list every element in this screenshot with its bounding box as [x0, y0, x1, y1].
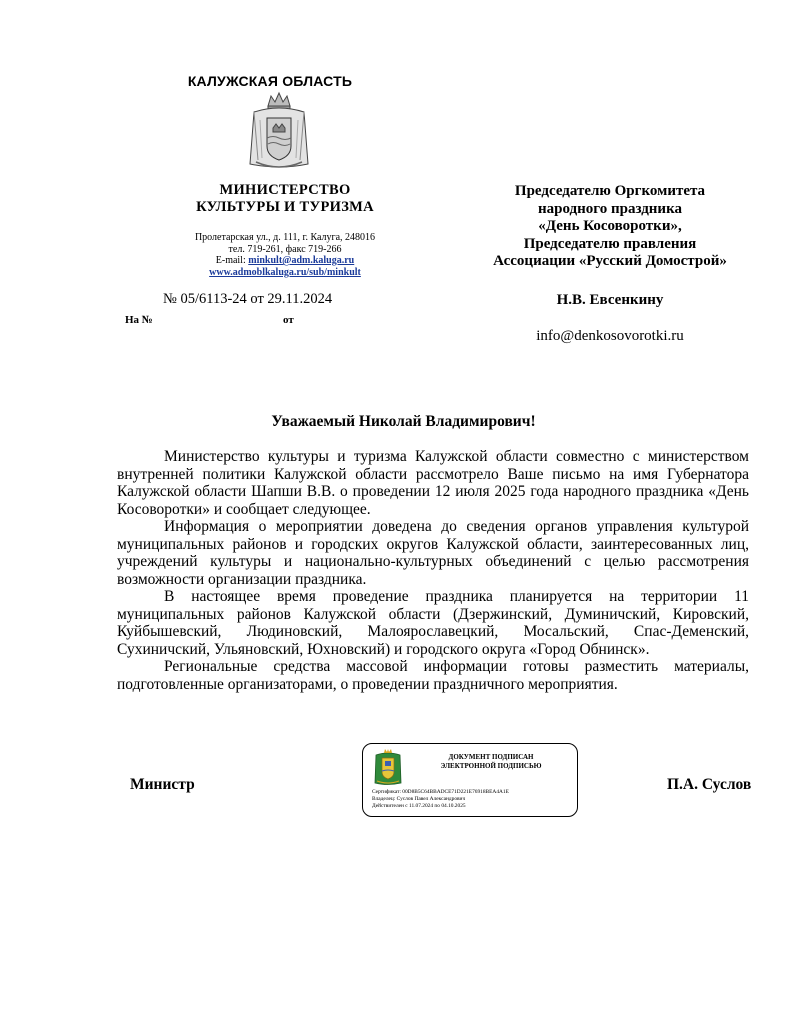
outgoing-number: № 05/6113-24 от 29.11.2024	[163, 291, 333, 307]
addressee-line: Председателю Оргкомитета	[514, 183, 706, 199]
addressee-name: Н.В. Евсенкину	[556, 292, 664, 308]
addressee-line: Ассоциации «Русский Домострой»	[493, 253, 727, 269]
paragraph: Региональные средства массовой информации готовы разместить материалы, подготовленные организаторами, о проведении праздничного мероприятия.	[117, 658, 749, 693]
electronic-signature-stamp	[362, 743, 578, 817]
stamp-owner: Владелец: Суслов Павел Александрович	[372, 796, 466, 802]
addressee-line: Председателю правления	[523, 235, 697, 252]
region-title: КАЛУЖСКАЯ ОБЛАСТЬ	[187, 73, 353, 89]
salutation: Уважаемый Николай Владимирович!	[271, 413, 536, 430]
addressee-block	[465, 183, 755, 271]
paragraph: В настоящее время проведение праздника планируется на территории 11 муниципальных районов Калужской области (Дзержинский, Думиничский, Кировский, Куйбышевский, Людиновский, Малоярославецкий, Мосальский, Спас-Деменский, Сухиничский, Ульяновский, Юхновский) и городского округа «Город Обнинск».	[117, 588, 749, 658]
signatory-title: Министр	[130, 776, 195, 793]
ministry-line1: МИНИСТЕРСТВО	[219, 182, 351, 198]
ministry-contacts	[150, 232, 420, 278]
kaluga-region-emblem-icon	[373, 749, 403, 786]
stamp-certificate: Сертификат: 00D8B5C64BBADCE71D221E76918BEA4A1E	[372, 789, 509, 795]
stamp-validity: Действителен с 11.07.2024 по 04.10.2025	[372, 803, 466, 809]
letter-body	[117, 448, 749, 693]
paragraph: Информация о мероприятии доведена до сведения органов управления культурой муниципальных районов и городских округов Калужской области, заинтересованных лиц, учреждений культуры и национально-культурных объединений с целью рассмотрения возможности организации праздника.	[117, 518, 749, 588]
incoming-number-label: На №	[125, 314, 153, 326]
addressee-line: «День Косоворотки»,	[538, 218, 682, 234]
ministry-website-link[interactable]: www.admoblkaluga.ru/sub/minkult	[209, 266, 361, 278]
stamp-heading-line: ДОКУМЕНТ ПОДПИСАН	[448, 753, 534, 761]
stamp-heading-line: ЭЛЕКТРОННОЙ ПОДПИСЬЮ	[440, 762, 542, 770]
ministry-address: Пролетарская ул., д. 111, г. Калуга, 248016	[194, 232, 376, 243]
ministry-name	[150, 182, 420, 216]
addressee-email[interactable]: info@denkosovorotki.ru	[536, 328, 684, 344]
incoming-date-label: от	[283, 314, 294, 326]
stamp-heading	[411, 753, 571, 771]
kaluga-coat-of-arms-icon	[246, 90, 312, 170]
signatory-name: П.А. Суслов	[667, 776, 752, 793]
ministry-phone: тел. 719-261, факс 719-266	[228, 243, 342, 255]
email-label: E-mail:	[215, 255, 249, 266]
ministry-line2: КУЛЬТУРЫ И ТУРИЗМА	[196, 199, 374, 215]
addressee-line: народного праздника	[537, 200, 682, 217]
ministry-email-link[interactable]: minkult@adm.kaluga.ru	[248, 255, 355, 266]
ministry-email-row	[150, 255, 420, 267]
paragraph: Министерство культуры и туризма Калужской области совместно с министерством внутренней политики Калужской области рассмотрело Ваше письмо на имя Губернатора Калужской области Шапши В.В. о проведении 12 июля 2025 года народного праздника «День Косоворотки» и сообщает следующее.	[117, 448, 749, 518]
